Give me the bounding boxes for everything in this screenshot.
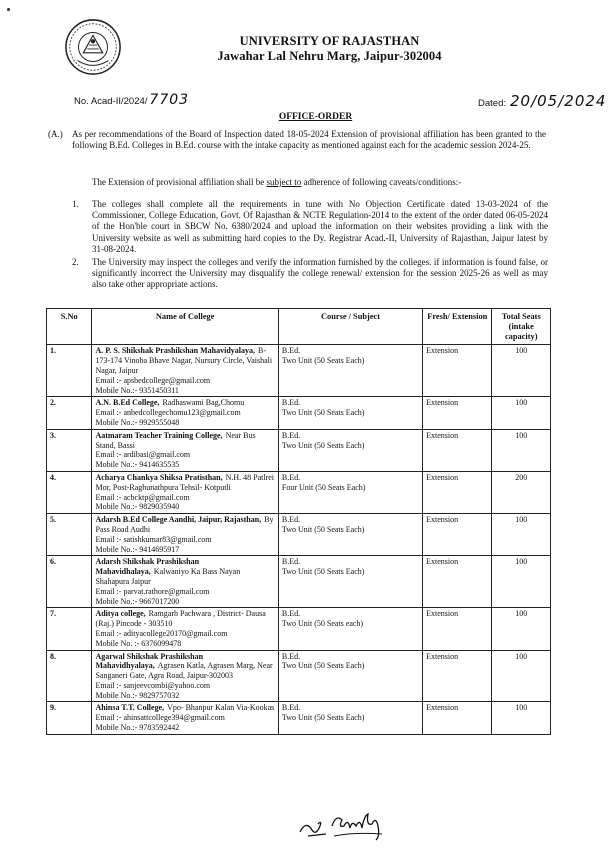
course-units: Two Unit (50 Seats Each) <box>281 661 365 671</box>
college-address: Radhaswami Bag,Chomu <box>162 398 245 408</box>
row-sno: 2. <box>47 397 92 429</box>
row-total-seats: 100 <box>492 429 551 471</box>
row-total-seats: 100 <box>492 702 551 734</box>
course-name: B.Ed. <box>281 430 301 440</box>
row-college <box>92 471 278 513</box>
row-sno: 1. <box>47 345 92 397</box>
order-date <box>478 92 606 110</box>
row-course <box>278 650 422 702</box>
course-name: B.Ed. <box>281 346 301 356</box>
course-units: Four Unit (50 Seats Each) <box>281 482 366 492</box>
row-sno: 9. <box>47 702 92 734</box>
college-email: Email :- acbcktp@gmail.com <box>95 492 190 502</box>
header-college-name: Name of College <box>92 309 278 345</box>
row-college <box>92 650 278 702</box>
row-fresh-extension: Extension <box>423 514 492 556</box>
university-header <box>0 34 611 64</box>
row-fresh-extension: Extension <box>423 608 492 650</box>
college-name: A.N. B.Ed College, <box>95 398 160 408</box>
course-units: Two Unit (50 Seats each) <box>281 619 364 629</box>
college-mobile: Mobile No.:- 9783592442 <box>95 723 180 733</box>
course-units: Two Unit (50 Seats Each) <box>281 440 365 450</box>
colleges-table <box>46 308 551 735</box>
scan-mark <box>7 8 10 11</box>
condition-number: 2. <box>72 257 79 267</box>
table-header-row <box>47 309 551 345</box>
row-total-seats: 100 <box>492 514 551 556</box>
table-row <box>47 702 551 734</box>
table-row <box>47 397 551 429</box>
row-college <box>92 608 278 650</box>
reference-handwritten-number: 7703 <box>149 92 190 108</box>
college-email: Email :- parvat.rathore@gmail.com <box>95 586 210 596</box>
college-mobile: Mobile No.:- 9929555048 <box>95 417 180 427</box>
table-row <box>47 514 551 556</box>
row-fresh-extension: Extension <box>423 650 492 702</box>
table-row <box>47 556 551 608</box>
row-sno: 3. <box>47 429 92 471</box>
row-sno: 8. <box>47 650 92 702</box>
course-units: Two Unit (50 Seats Each) <box>281 408 365 418</box>
row-sno: 7. <box>47 608 92 650</box>
college-name: Ahinsa T.T. College, <box>95 703 165 713</box>
college-mobile: Mobile No.:- 9667017200 <box>95 596 180 606</box>
condition-text: The colleges shall complete all the requirements in tune with No Objection Certificate dated 13-03-2024 of the Commissioner, College Education, Govt. Of Rajasthan & NCTE Regulation-2014 to the extent of the order dated 06-05-2024 of the Hon'ble court in SBCW No. 6380/2024 and upload the information on their websites providing a link with the University website as well as submitting hard copies to the Dy. Registrar Acad.-II, University of Rajasthan, Jaipur latest by 31-08-2024. <box>92 199 548 254</box>
header-course: Course / Subject <box>278 309 422 345</box>
header-total-seats: Total Seats (intake capacity) <box>492 309 551 345</box>
course-name: B.Ed. <box>281 557 301 567</box>
table-body <box>47 345 551 734</box>
row-fresh-extension: Extension <box>423 471 492 513</box>
row-sno: 6. <box>47 556 92 608</box>
college-email: Email :- anbedcollegechomu123@gmail.com <box>95 408 241 418</box>
course-name: B.Ed. <box>281 398 301 408</box>
college-address: Vpo- Bhanpur Kalan Via-Kookas <box>167 703 275 713</box>
college-address: B-173-174 Vinoba Bhave Nagar, Nursury Circle, Vaishali Nagar, Jaipur <box>95 346 273 375</box>
row-course <box>278 702 422 734</box>
header-sno: S.No <box>47 309 92 345</box>
college-address: N.H. 48 Patlrei Mor, Post-Raghunathpura Tehsil- Kotputli <box>95 472 275 492</box>
date-handwritten: 20/05/2024 <box>510 92 607 110</box>
row-course <box>278 556 422 608</box>
row-sno: 4. <box>47 471 92 513</box>
college-name: A. P. S. Shikshak Prashikshan Mahavidyalaya, <box>95 346 255 356</box>
course-name: B.Ed. <box>281 515 301 525</box>
college-name: Aditya college, <box>95 609 146 619</box>
row-total-seats: 200 <box>492 471 551 513</box>
row-college <box>92 345 278 397</box>
table-row <box>47 608 551 650</box>
course-units: Two Unit (50 Seats Each) <box>281 524 365 534</box>
row-course <box>278 608 422 650</box>
condition-text: The University may inspect the colleges and verify the information furnished by the colleges. if information is found false, or significantly incorrect the University may disqualify the college renewal/ extension for the session 2025-26 as well as may also take other appropriate actions. <box>92 257 548 290</box>
course-units: Two Unit (50 Seats Each) <box>281 356 365 366</box>
row-course <box>278 345 422 397</box>
college-address: Near Bus Stand, Bassi <box>95 430 256 450</box>
row-college <box>92 514 278 556</box>
row-sno: 5. <box>47 514 92 556</box>
college-mobile: Mobile No.:- 9414695917 <box>95 544 180 554</box>
row-fresh-extension: Extension <box>423 397 492 429</box>
row-total-seats: 100 <box>492 556 551 608</box>
row-fresh-extension: Extension <box>423 429 492 471</box>
course-units: Two Unit (50 Seats Each) <box>281 713 365 723</box>
row-total-seats: 100 <box>492 650 551 702</box>
college-address: Kalwaniyo Ka Bass Nayan Shahapura Jaipur <box>95 567 241 586</box>
row-total-seats: 100 <box>492 345 551 397</box>
reference-label: No. Acad-II/2024/ <box>74 96 148 107</box>
reference-number <box>74 92 189 108</box>
row-course <box>278 514 422 556</box>
table-row <box>47 345 551 397</box>
row-total-seats: 100 <box>492 397 551 429</box>
intro-paragraph: As per recommendations of the Board of Inspection dated 18-05-2024 Extension of provisional affiliation has been granted to the following B.Ed. Colleges in B.Ed. course with the intake capacity as mentioned against each for the academic session 2024-25. <box>72 129 546 151</box>
course-name: B.Ed. <box>281 472 301 482</box>
row-college <box>92 702 278 734</box>
caveat-line <box>92 177 562 188</box>
college-name: Adarsh B.Ed College Aandhi, Jaipur, Rajasthan, <box>95 515 262 525</box>
college-email: Email :- satishkumar83@gmail.com <box>95 534 212 544</box>
date-label: Dated: <box>478 98 506 109</box>
college-mobile: Mobile No.:- 9829035940 <box>95 502 180 512</box>
row-fresh-extension: Extension <box>423 702 492 734</box>
college-name: Acharya Chankya Shiksa Pratisthan, <box>95 472 223 482</box>
university-name: UNIVERSITY OF RAJASTHAN <box>239 34 420 48</box>
row-college <box>92 397 278 429</box>
row-total-seats: 100 <box>492 608 551 650</box>
course-name: B.Ed. <box>281 651 301 661</box>
caveat-underlined: subject to <box>266 177 302 187</box>
college-mobile: Mobile No.:- 9351450311 <box>95 385 179 395</box>
college-mobile: Mobile No.:- 9414635535 <box>95 460 180 470</box>
intro-marker: (A.) <box>48 129 63 139</box>
course-name: B.Ed. <box>281 703 301 713</box>
college-address: Agrasen Katla, Agrasen Marg, Near Sanganeri Gate, Agra Road, Jaipur-302003 <box>95 661 273 681</box>
college-email: Email :- ahinsattcollege394@gmail.com <box>95 713 225 723</box>
table-row <box>47 471 551 513</box>
row-course <box>278 429 422 471</box>
row-college <box>92 429 278 471</box>
row-college <box>92 556 278 608</box>
table-row <box>47 650 551 702</box>
college-mobile: Mobile No. :- 6376099478 <box>95 638 182 648</box>
row-fresh-extension: Extension <box>423 556 492 608</box>
order-title: OFFICE-ORDER <box>278 112 353 122</box>
header-fresh-extension: Fresh/ Extension <box>423 309 492 345</box>
caveat-text-start: The Extension of provisional affiliation shall be <box>92 177 267 187</box>
row-course <box>278 397 422 429</box>
college-address: By Pass Road Audhi <box>95 515 274 534</box>
college-email: Email :- ardibasi@gmail.com <box>95 450 191 460</box>
college-name: Aatmaram Teacher Training College, <box>95 430 223 440</box>
university-address: Jawahar Lal Nehru Marg, Jaipur-302004 <box>217 49 442 63</box>
college-name: Adarsh Shikshak Prashikshan Mahavidhalaya, <box>95 557 200 577</box>
condition-number: 1. <box>72 199 79 209</box>
course-name: B.Ed. <box>281 609 301 619</box>
caveat-text-end: adherence of following caveats/conditions:- <box>301 177 462 187</box>
college-address: Ramgarh Pachwara , District- Dausa (Raj.) Pincode - 303510 <box>95 609 266 629</box>
row-fresh-extension: Extension <box>423 345 492 397</box>
college-email: Email :- adityacollege20170@gmail.com <box>95 628 228 638</box>
table-row <box>47 429 551 471</box>
course-units: Two Unit (50 Seats Each) <box>281 567 365 577</box>
college-name: Agarwal Shikshak Prashikshan Mahavidhyalaya, <box>95 651 204 671</box>
college-email: Email :- apsbedcollege@gmail.com <box>95 375 211 385</box>
handwritten-signature <box>298 806 388 846</box>
row-course <box>278 471 422 513</box>
college-mobile: Mobile No.:- 9829757032 <box>95 690 180 700</box>
college-email: Email :- sanjeevcombi@yahoo.com <box>95 680 211 690</box>
